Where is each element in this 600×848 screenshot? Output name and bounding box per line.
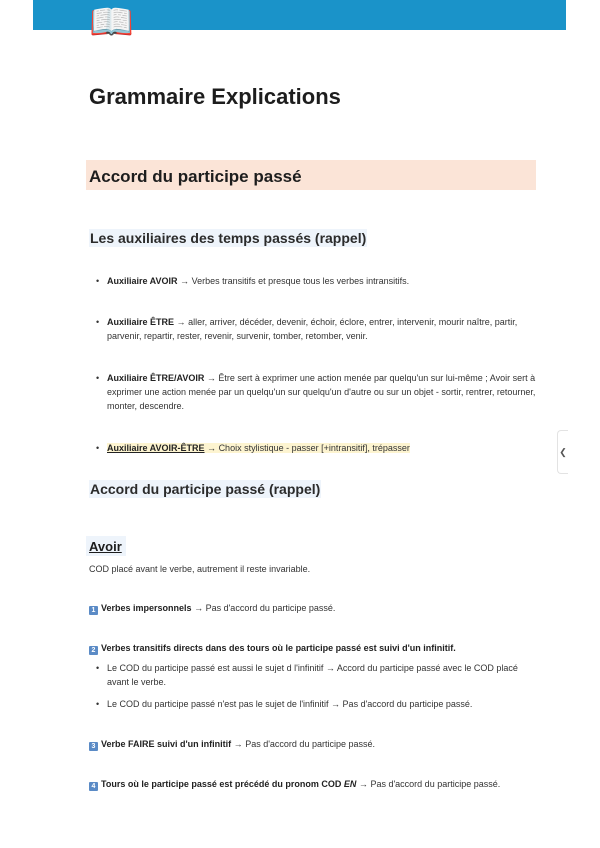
list-item: • Le COD du participe passé est aussi le sujet d l'infinitif → Accord du participe passé avec le COD placé avant le verbe. — [96, 663, 518, 687]
keycap-2-icon: 2 — [89, 646, 98, 655]
keycap-3-icon: 3 — [89, 742, 98, 751]
bullet-dot: • — [96, 317, 100, 327]
bullet-dot: • — [96, 663, 100, 673]
rule-4: 4 Tours où le participe passé est précédé du pronom COD EN → Pas d'accord du participe passé. — [89, 777, 534, 791]
bullet-dot: • — [96, 443, 100, 453]
list-item: • Le COD du participe passé n'est pas le sujet de l'infinitif → Pas d'accord du participe passé. — [96, 699, 473, 709]
bullet-dot: • — [96, 373, 100, 383]
keycap-4-icon: 4 — [89, 782, 98, 791]
list-item: • Auxiliaire ÊTRE/AVOIR → Être sert à exprimer une action menée par quelqu'un sur lui-même ; Avoir sert à exprimer une action menée par un quelqu'un sur quelqu'un d'autre ou sur un objet - sortir, rentrer, retourner, monter, descendre. — [96, 373, 536, 411]
bullet-dot: • — [96, 276, 100, 286]
side-panel-toggle[interactable] — [557, 430, 568, 474]
book-icon: 📖 — [89, 1, 134, 42]
bullet-dot: • — [96, 699, 100, 709]
rule-1: 1 Verbes impersonnels → Pas d'accord du participe passé. — [89, 601, 534, 615]
list-item: • Auxiliaire AVOIR → Verbes transitifs et presque tous les verbes intransitifs. — [96, 276, 410, 286]
chevron-left-icon: ❮ — [559, 447, 567, 457]
list-item: • Auxiliaire AVOIR-ÊTRE → Choix stylistique - passer [+intransitif], trépasser — [96, 443, 410, 453]
list-item: • Auxiliaire ÊTRE → aller, arriver, décéder, devenir, échoir, éclore, entrer, intervenir, mourir naître, partir, parvenir, repartir, rester, revenir, survenir, tomber, retomber, venir. — [96, 317, 518, 341]
intro-text: COD placé avant le verbe, autrement il reste invariable. — [89, 564, 311, 574]
rule-3: 3 Verbe FAIRE suivi d'un infinitif → Pas d'accord du participe passé. — [89, 737, 534, 751]
subheading-auxiliaires: Les auxiliaires des temps passés (rappel) — [90, 230, 367, 246]
avoir-heading: Avoir — [89, 539, 122, 554]
page-title: Grammaire Explications — [89, 84, 341, 109]
subheading-accord: Accord du participe passé (rappel) — [90, 481, 321, 497]
keycap-1-icon: 1 — [89, 606, 98, 615]
section-heading: Accord du participe passé — [89, 167, 302, 186]
rule-2: 2 Verbes transitifs directs dans des tours où le participe passé est suivi d'un infinitif. — [89, 641, 534, 655]
